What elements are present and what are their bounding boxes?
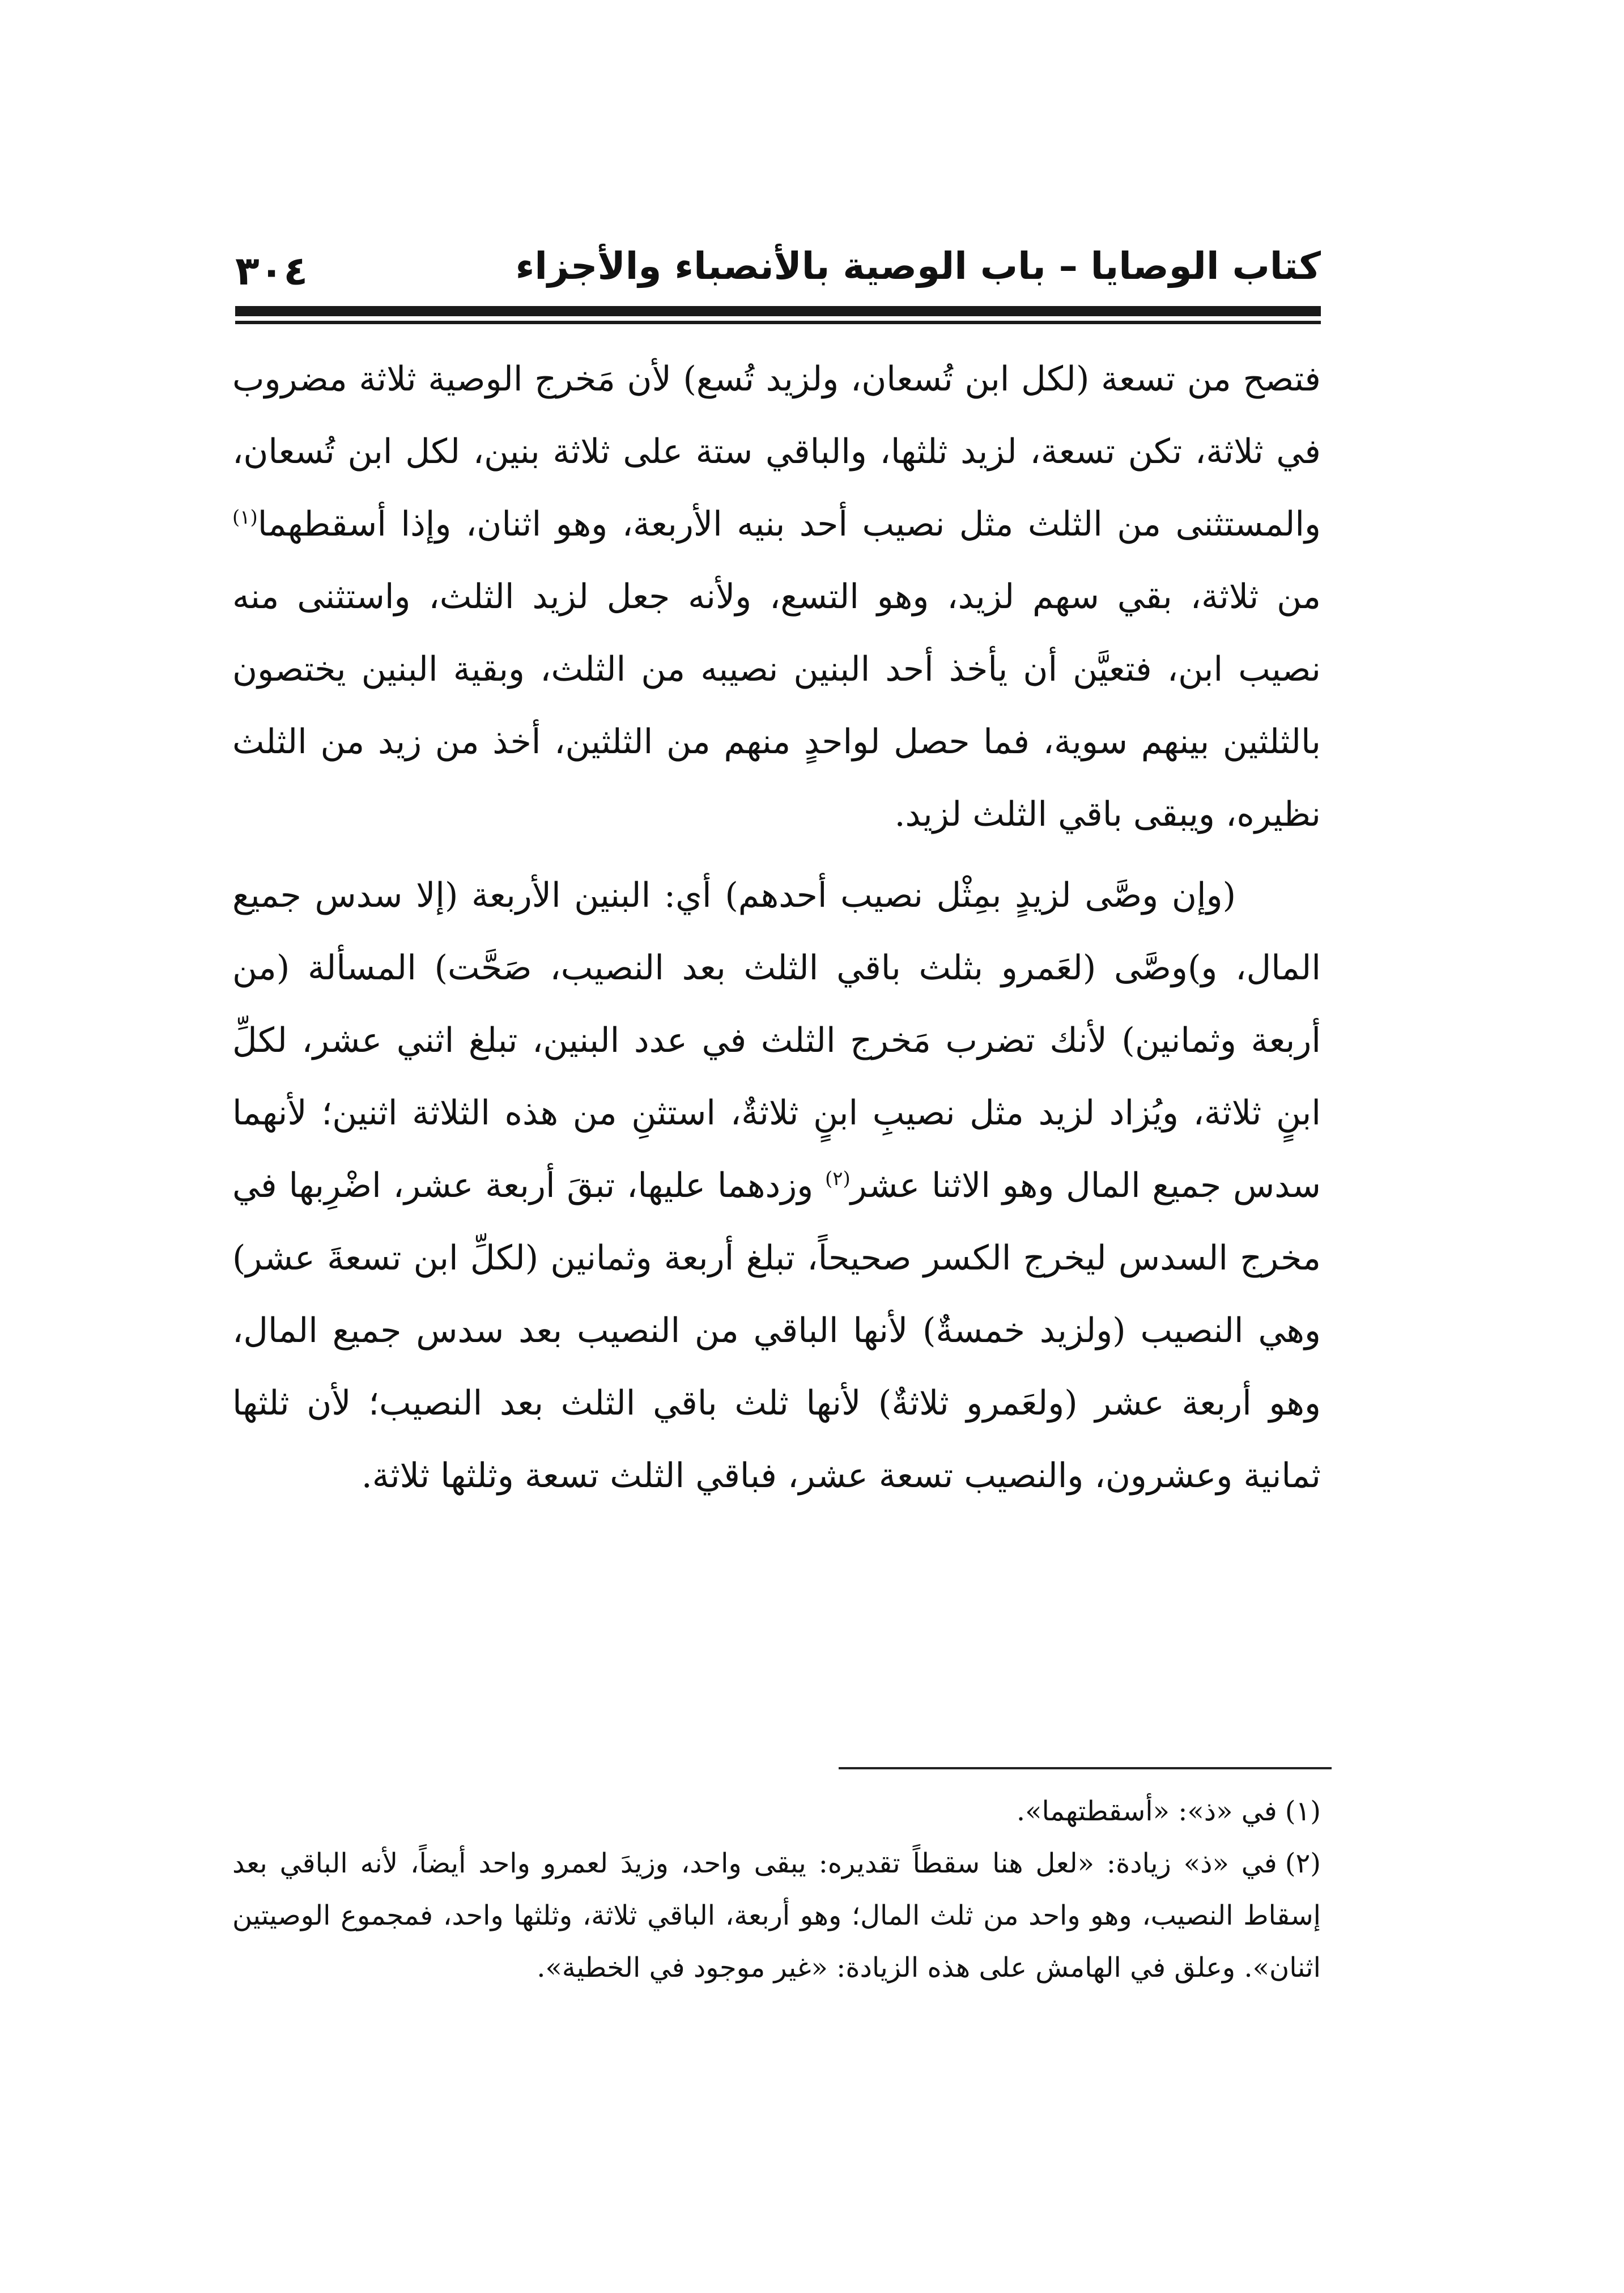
footnote-ref-1: (١) <box>232 506 258 529</box>
header-title: كتاب الوصايا – باب الوصية بالأنصباء والأجزاء <box>515 244 1321 288</box>
paragraph-2-text-b: وزدهما عليها، تبقَ أربعة عشر، اضْرِبها في مخرج السدس ليخرج الكسر صحيحاً، تبلغ أربعة وثمانين (لكلِّ ابن تسعةَ عشر) وهي النصيب (ولزيد خمسةٌ) لأنها الباقي من النصيب بعد سدس جميع المال، وهو أربعة عشر (ولعَمرو ثلاثةٌ) لأنها ثلث باقي الثلث بعد النصيب؛ لأن ثلثها ثمانية وعشرون، والنصيب تسعة عشر، فباقي الثلث تسعة وثلثها ثلاثة. <box>232 1166 1321 1496</box>
footnote-ref-2: (٢) <box>824 1167 851 1190</box>
footnote-separator <box>839 1767 1332 1769</box>
paragraph-1-text-a: فتصح من تسعة (لكل ابن تُسعان، ولزيد تُسع) لأن مَخرج الوصية ثلاثة مضروب في ثلاثة، تكن تسعة، لزيد ثلثها، والباقي ستة على ثلاثة بنين، لكل ابن تُسعان، والمستثنى من الثلث مثل نصيب أحد بنيه الأربعة، وهو اثنان، وإذا أسقطهما <box>232 359 1321 544</box>
footnote-1 <box>232 1785 1321 1837</box>
page-number: ٣٠٤ <box>235 248 308 294</box>
running-header <box>235 238 1321 295</box>
paragraph-1 <box>232 343 1321 851</box>
footnote-2 <box>232 1837 1321 1994</box>
main-text <box>232 343 1321 1512</box>
header-rule-thin <box>235 321 1321 324</box>
paragraph-2 <box>232 859 1321 1512</box>
footnote-number: (٢) <box>1285 1848 1321 1879</box>
paragraph-1-text-b: من ثلاثة، بقي سهم لزيد، وهو التسع، ولأنه جعل لزيد الثلث، واستثنى منه نصيب ابن، فتعيَّن أن يأخذ أحد البنين نصيبه من الثلث، وبقية البنين يختصون بالثلثين بينهم سوية، فما حصل لواحدٍ منهم من الثلثين، أخذ من زيد من الثلث نظيره، ويبقى باقي الثلث لزيد. <box>232 577 1321 834</box>
paragraph-2-text-a: (وإن وصَّى لزيدٍ بمِثْل نصيب أحدهم) أي: البنين الأربعة (إلا سدس جميع المال، و)وصَّى (لعَمرو بثلث باقي الثلث بعد النصيب، صَحَّت) المسألة (من أربعة وثمانين) لأنك تضرب مَخرج الثلث في عدد البنين، تبلغ اثني عشر، لكلِّ ابنٍ ثلاثة، ويُزاد لزيد مثل نصيبِ ابنٍ ثلاثةٌ، استثنِ من هذه الثلاثة اثنين؛ لأنهما سدس جميع المال وهو الاثنا عشر <box>232 876 1321 1205</box>
footnote-text: في «ذ» زيادة: «لعل هنا سقطاً تقديره: يبقى واحد، وزيدَ لعمرو واحد أيضاً، لأنه الباقي بعد إسقاط النصيب، وهو واحد من ثلث المال؛ وهو أربعة، الباقي ثلاثة، وثلثها واحد، فمجموع الوصيتين اثنان». وعلق في الهامش على هذه الزيادة: «غير موجود في الخطية». <box>232 1848 1321 1984</box>
footnote-number: (١) <box>1285 1795 1321 1827</box>
header-rule-thick <box>235 306 1321 316</box>
footnotes <box>232 1785 1321 1994</box>
footnote-text: في «ذ»: «أسقطتهما». <box>1016 1795 1277 1827</box>
